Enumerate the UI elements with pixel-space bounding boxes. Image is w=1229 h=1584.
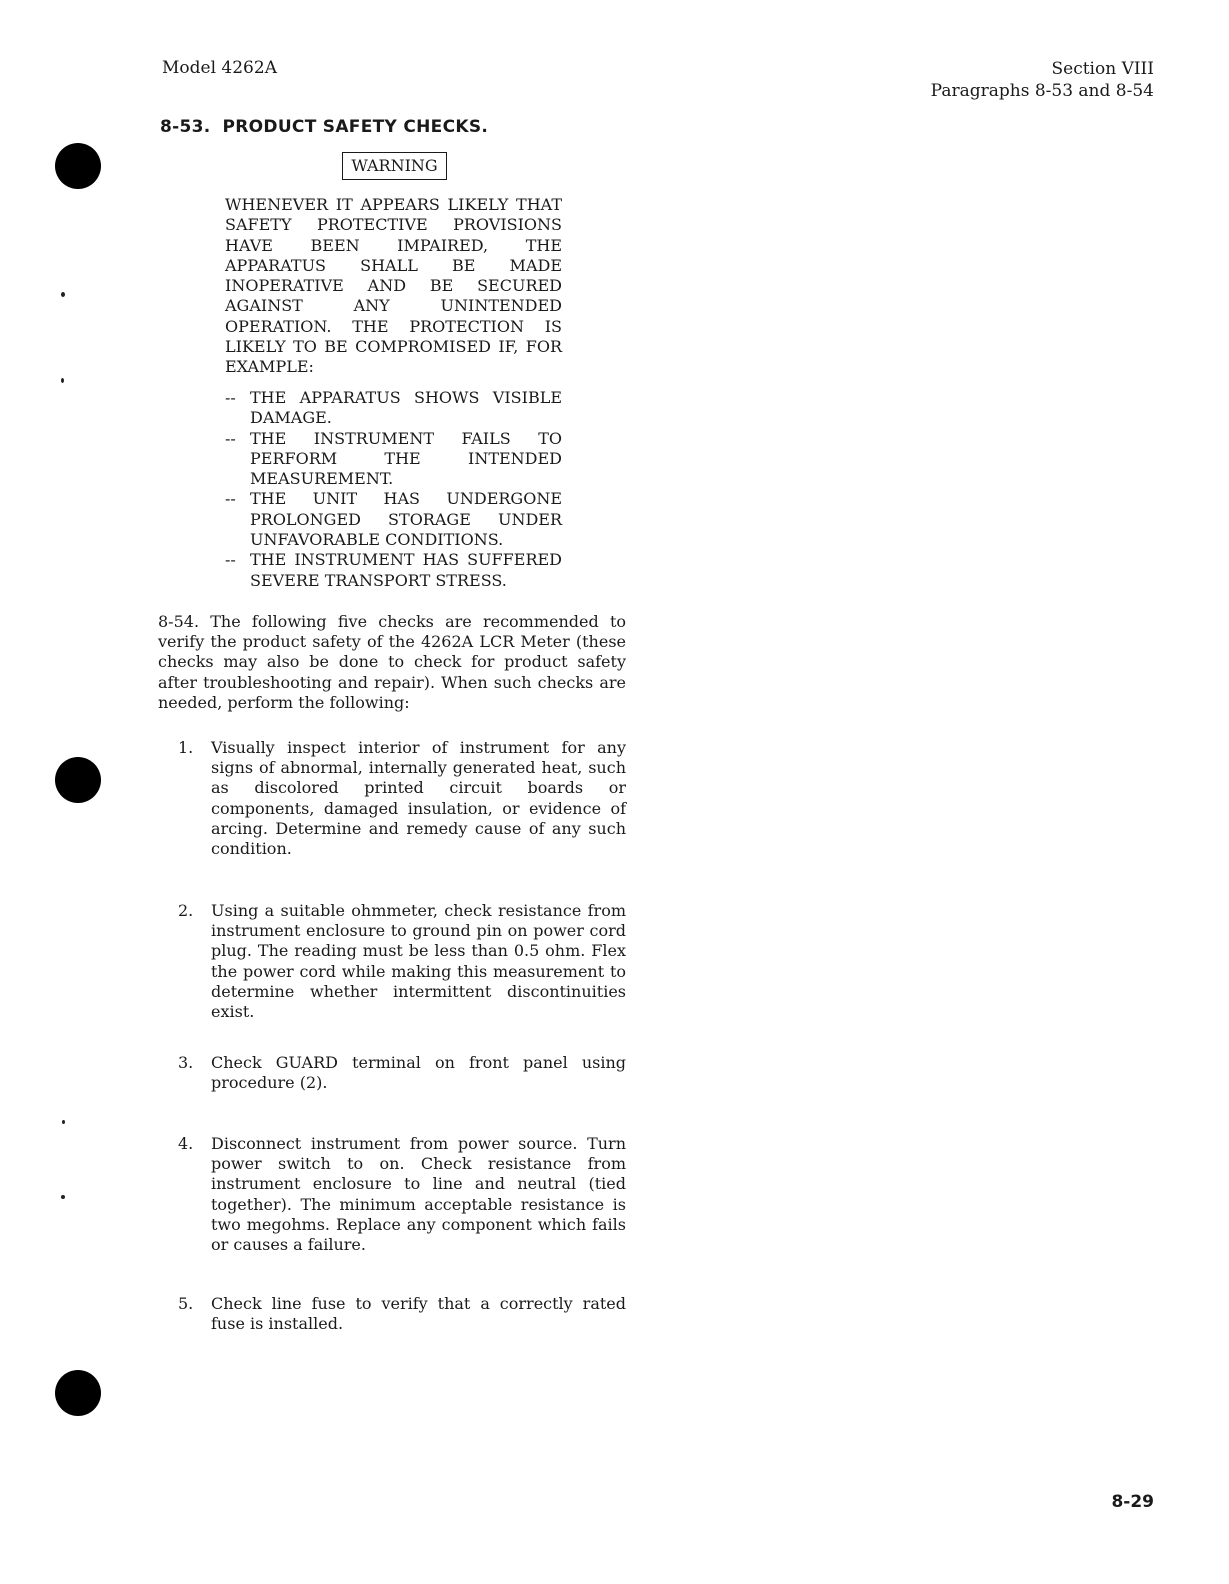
step-number: 1.: [178, 738, 194, 757]
step-number: 4.: [178, 1134, 194, 1153]
step-text: Using a suitable ohmmeter, check resistance from instrument enclosure to ground pin on power cord plug. The reading must be less than 0.5 ohm. Flex the power cord while making this measurement to determine whether intermittent discontinuities exist.: [211, 901, 626, 1022]
step-text: Disconnect instrument from power source. Turn power switch to on. Check resistance from instrument enclosure to line and neutral (tied together). The minimum acceptable resistance is two megohms. Replace any component which fails or causes a failure.: [211, 1134, 626, 1255]
list-dash: --: [225, 489, 236, 509]
step-text: Visually inspect interior of instrument for any signs of abnormal, internally generated heat, such as discolored printed circuit boards or components, damaged insulation, or evidence of arcing. Determine and remedy cause of any such condition.: [211, 738, 626, 859]
punch-hole: [55, 1370, 101, 1416]
page-number: 8-29: [1111, 1492, 1154, 1512]
list-dash: --: [225, 550, 236, 570]
warning-list: [225, 388, 562, 591]
warning-list-item: -- THE INSTRUMENT HAS SUFFERED SEVERE TRANSPORT STRESS.: [225, 550, 562, 590]
scan-speck: [62, 1120, 65, 1124]
warning-body: [225, 195, 562, 378]
section-title: PRODUCT SAFETY CHECKS.: [222, 117, 489, 137]
scan-speck: [61, 292, 65, 297]
warning-list-item: -- THE UNIT HAS UNDERGONE PROLONGED STORAGE UNDER UNFAVORABLE CONDITIONS.: [225, 489, 562, 550]
list-dash: --: [225, 388, 236, 407]
section-header: [931, 58, 1154, 102]
scan-speck: [61, 1195, 65, 1199]
model-header: Model 4262A: [162, 58, 277, 78]
warning-list-item: -- THE INSTRUMENT FAILS TO PERFORM THE INTENDED MEASUREMENT.: [225, 428, 562, 489]
list-dash: --: [225, 428, 236, 448]
paragraphs-label: Paragraphs 8-53 and 8-54: [930, 81, 1154, 101]
warning-body-text: WHENEVER IT APPEARS LIKELY THAT SAFETY PROTECTIVE PROVISIONS HAVE BEEN IMPAIRED, THE APPARATUS SHALL BE MADE INOPERATIVE AND BE SECURED AGAINST ANY UNINTENDED OPERATION. THE PROTECTION IS LIKELY TO BE COMPROMISED IF, FOR EXAMPLE:: [225, 195, 562, 377]
punch-hole: [55, 143, 101, 189]
step-number: 2.: [178, 901, 194, 920]
warning-list-item: -- THE APPARATUS SHOWS VISIBLE DAMAGE.: [225, 388, 562, 428]
section-number: 8-53.: [160, 117, 211, 137]
step-text: Check line fuse to verify that a correctly rated fuse is installed.: [211, 1294, 626, 1334]
warning-label: WARNING: [342, 152, 447, 180]
step-number: 5.: [178, 1294, 194, 1313]
paragraph-8-54: 8-54. The following five checks are recommended to verify the product safety of the 4262A LCR Meter (these checks may also be done to check for product safety after troubleshooting and repair). When such checks are needed, perform the following:: [158, 612, 626, 712]
scan-speck: [61, 378, 64, 383]
section-heading: [160, 117, 488, 137]
punch-hole: [55, 757, 101, 803]
step-number: 3.: [178, 1053, 194, 1072]
step-text: Check GUARD terminal on front panel using procedure (2).: [211, 1053, 626, 1093]
section-label: Section VIII: [1051, 59, 1154, 79]
